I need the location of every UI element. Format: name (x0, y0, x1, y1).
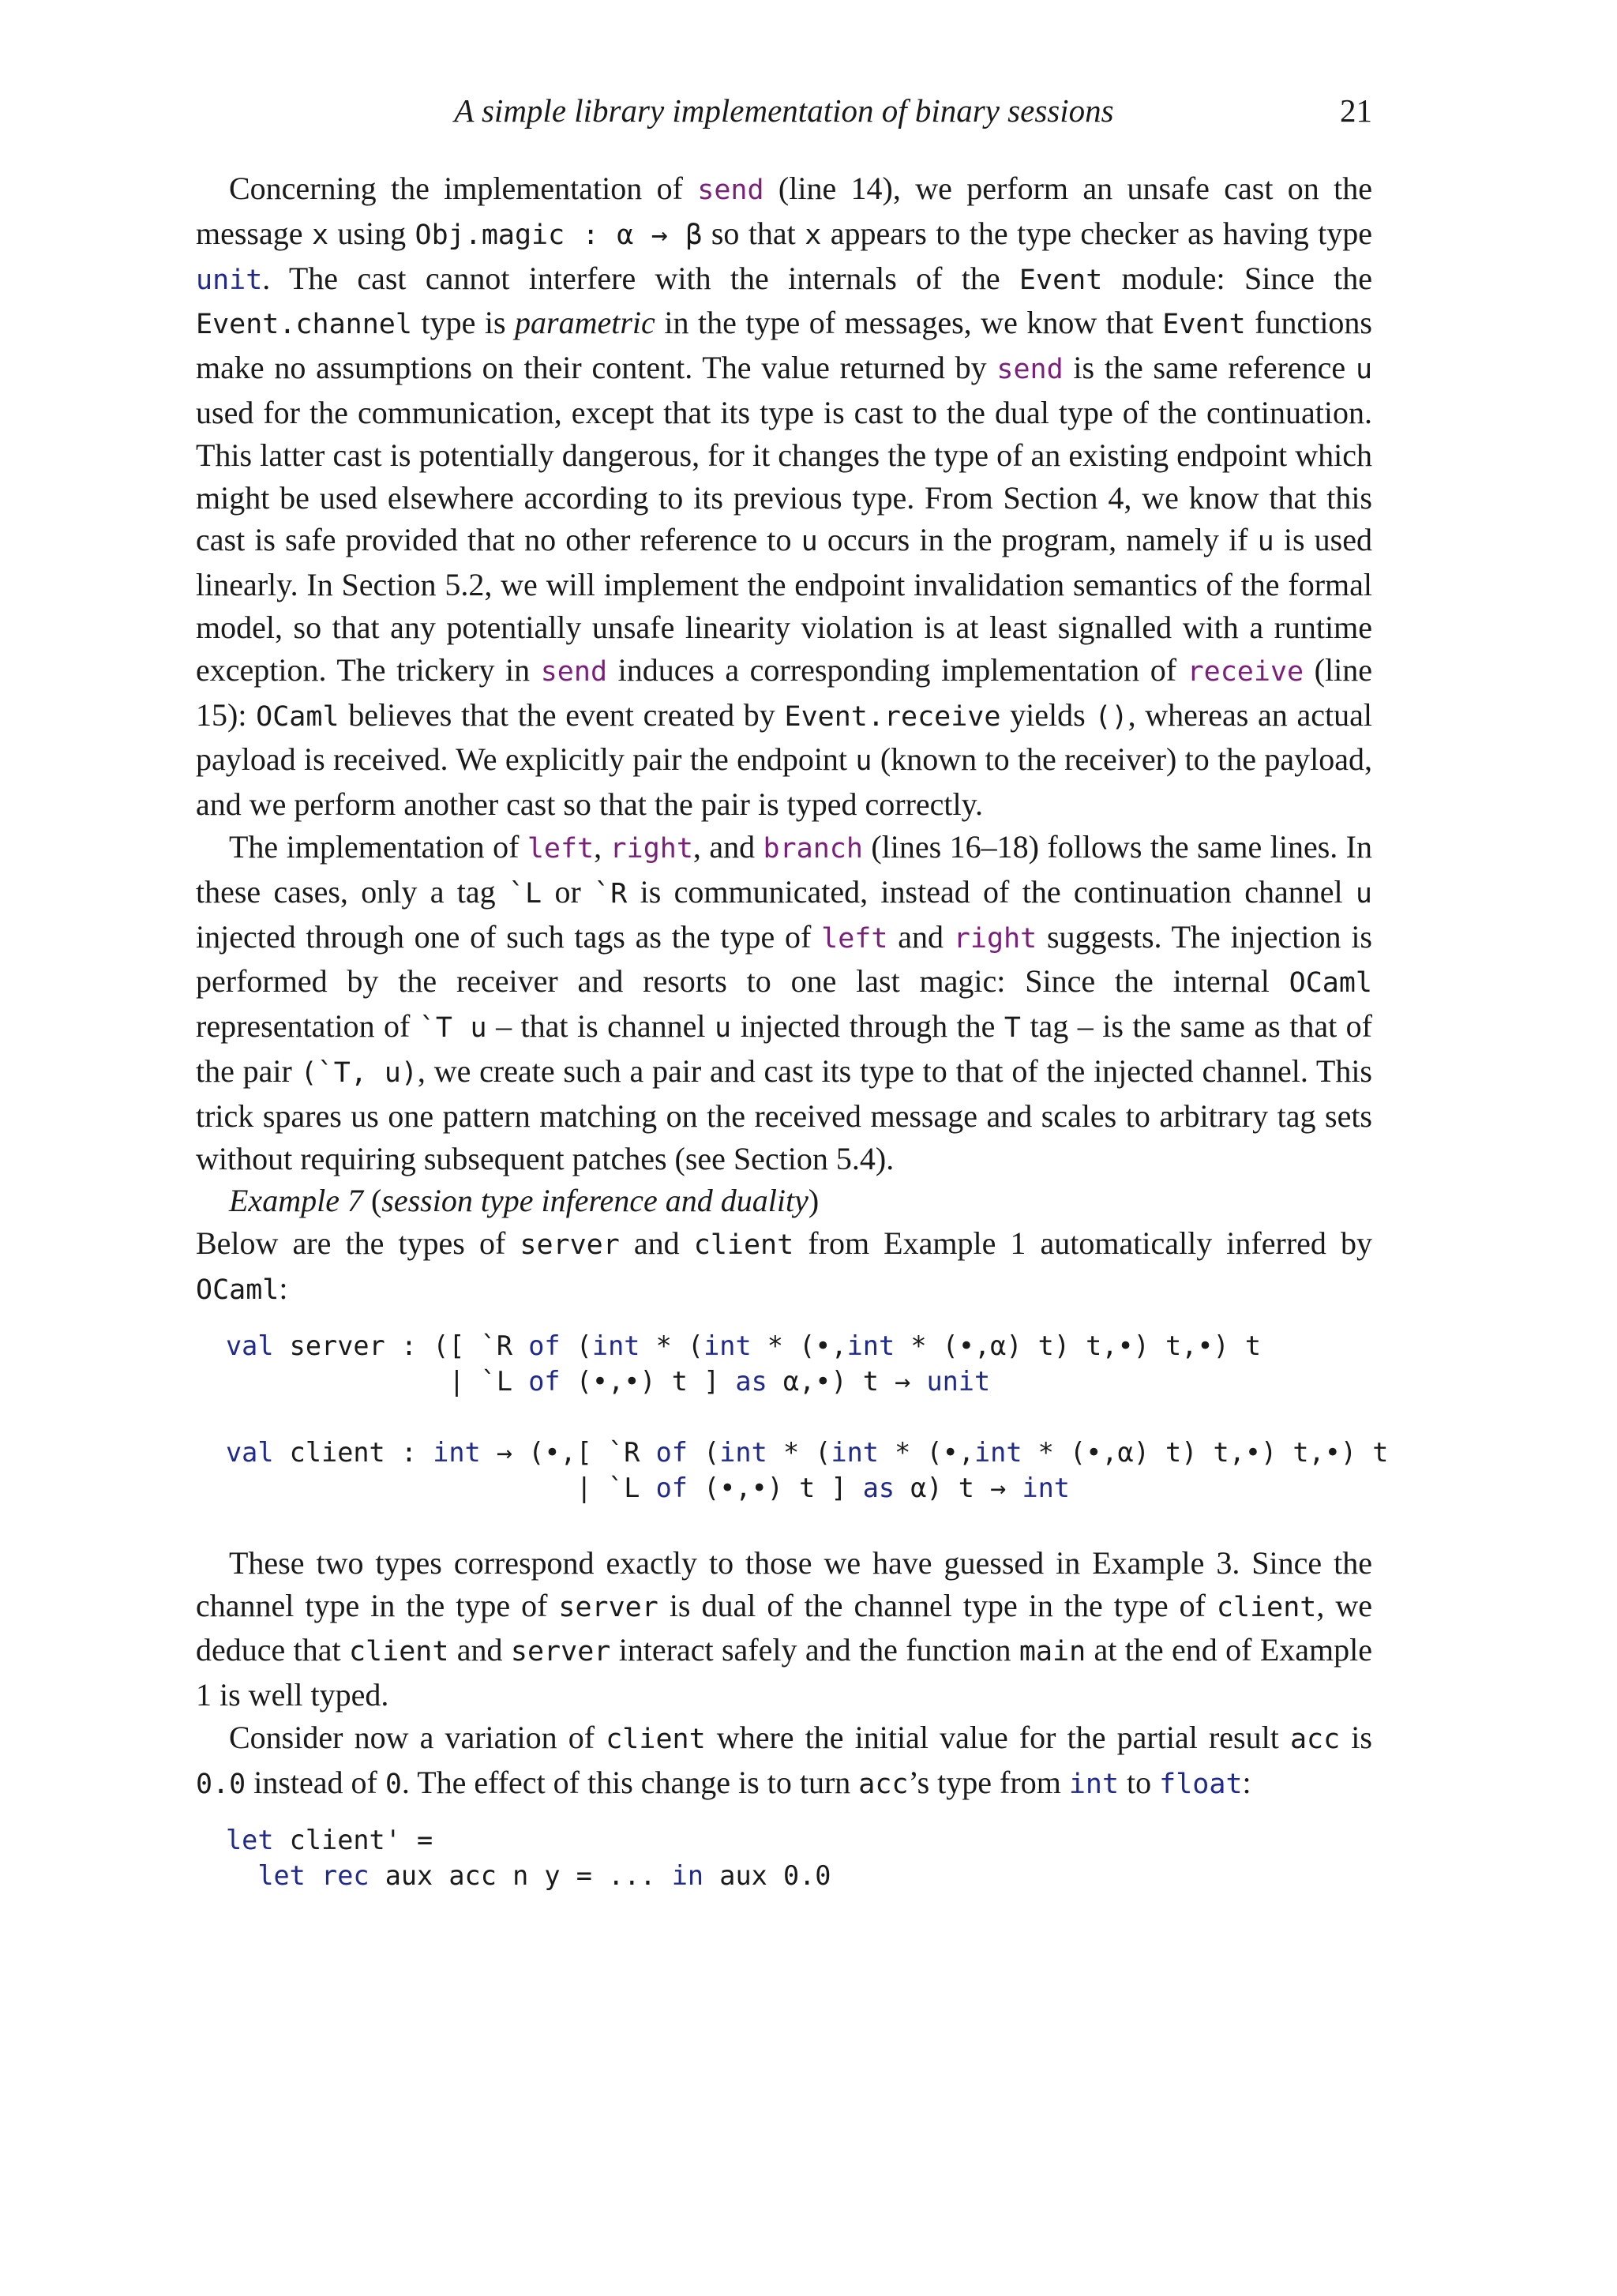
code-line-blank (196, 1399, 1372, 1435)
code-line: let client' = (226, 1824, 433, 1855)
code-line: val server : ([ `R of (int * (int * (•,int * (•,α) t) t,•) t,•) t (226, 1330, 1262, 1361)
code-block-client-variant (196, 1822, 1372, 1893)
code-line: | `L of (•,•) t ] as α,•) t → unit (226, 1365, 991, 1397)
code-line: | `L of (•,•) t ] as α) t → int (226, 1472, 1070, 1503)
example-heading: Example 7 (session type inference and duality) (229, 1183, 820, 1219)
paragraph-send-implementation: Concerning the implementation of send (line 14), we perform an unsafe cast on the message x using Obj.magic : α → β so that x appears to the type checker as having type unit. The cast cannot interfere with the internals of the Event module: Since the Event.channel type is parametric in the type of messages, we know that Event functions make no assumptions on their content. The value returned by send is the same reference u used for the communication, except that its type is cast to the dual type of the continuation. This latter cast is potentially dangerous, for it changes the type of an existing endpoint which might be used elsewhere according to its previous type. From Section 4, we know that this cast is safe provided that no other reference to u occurs in the program, namely if u is used linearly. In Section 5.2, we will implement the endpoint invalidation semantics of the formal model, so that any potentially unsafe linearity violation is at least signalled with a runtime exception. The trickery in send induces a corresponding implementation of receive (line 15): OCaml believes that the event created by Event.receive yields (), whereas an actual payload is received. We explicitly pair the endpoint u (known to the receiver) to the payload, and we perform another cast so that the pair is typed correctly. (196, 171, 1373, 823)
paragraph-left-right-branch: The implementation of left, right, and branch (lines 16–18) follows the same lines. In these cases, only a tag `L or `R is communicated, instead of the continuation channel u injected through one of such tags as the type of left and right suggests. The injection is performed by the receiver and resorts to one last magic: Since the internal OCaml representation of `T u – that is channel u injected through the T tag – is the same as that of the pair (`T, u), we create such a pair and cast its type to that of the injected channel. This trick spares us one pattern matching on the received message and scales to arbitrary tag sets without requiring subsequent patches (see Section 5.4). (196, 828, 1373, 1176)
page-number: 21 (1340, 92, 1372, 129)
running-header (196, 92, 1372, 139)
example-intro: Below are the types of server and client from Example 1 automatically inferred by OCaml: (196, 1225, 1372, 1306)
code-block-inferred-types (196, 1328, 1389, 1506)
code-line: let rec aux acc n y = ... in aux 0.0 (257, 1859, 831, 1891)
body-text (196, 167, 1389, 1893)
paragraph-duality: These two types correspond exactly to those we have guessed in Example 3. Since the channel type in the type of server is dual of the channel type in the type of client, we deduce that client and server interact safely and the function main at the end of Example 1 is well typed. (196, 1544, 1372, 1713)
code-line: val client : int → (•,[ `R of (int * (int * (•,int * (•,α) t) t,•) t,•) t (226, 1436, 1389, 1468)
paragraph-client-variation: Consider now a variation of client where the initial value for the partial result acc is 0.0 instead of 0. The effect of this change is to turn acc’s type from int to float: (196, 1719, 1372, 1800)
running-title: A simple library implementation of binary sessions (454, 92, 1114, 129)
